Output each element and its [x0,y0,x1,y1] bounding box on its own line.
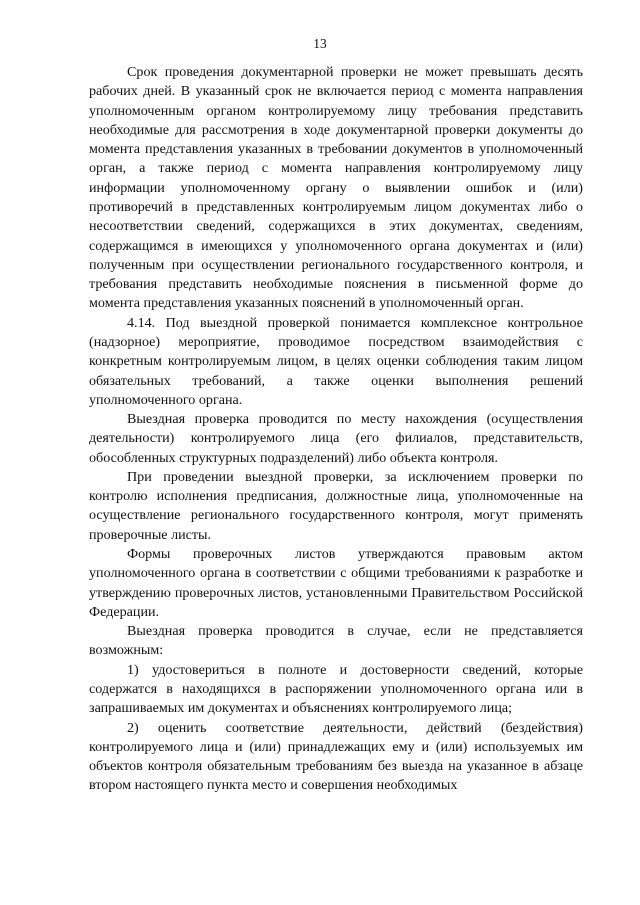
document-body [89,63,583,796]
list-item-2: 2) оценить соответствие деятельности, действий (бездействия) контролируемого лица и (или) принадлежащих ему и (или) используемых им объектов контроля обязательным требованиям без выезда на указанное в абзаце втором настоящего пункта место и совершения необходимых [89,719,583,794]
paragraph-checklist-forms: Формы проверочных листов утверждаются правовым актом уполномоченного органа в соответствии с общими требованиями к разработке и утверждению проверочных листов, установленными Правительством Российской Федерации. [89,546,583,620]
paragraph-4-14-onsite-check-definition: 4.14. Под выездной проверкой понимается комплексное контрольное (надзорное) мероприятие, проводимое посредством взаимодействия с конкретным контролируемым лицом, в целях оценки соблюдения таким лицом обязательных требований, а также оценки выполнения решений уполномоченного органа. [89,314,583,408]
page-number: 13 [313,36,327,51]
paragraph-checklists-usage: При проведении выездной проверки, за исключением проверки по контролю исполнения предписания, должностные лица, уполномоченные на осуществление регионального государственного контроля, могут применять проверочные листы. [89,468,583,543]
list-item-1: 1) удостовериться в полноте и достоверности сведений, которые содержатся в находящихся в распоряжении уполномоченного органа или в запрашиваемых им документах и объяснениях контролируемого лица; [89,661,583,717]
paragraph-onsite-check-location: Выездная проверка проводится по месту нахождения (осуществления деятельности) контролируемого лица (его филиалов, представительств, обособленных структурных подразделений) либо объекта контроля. [89,411,583,466]
paragraph-document-check-term: Срок проведения документарной проверки не может превышать десять рабочих дней. В указанный срок не включается период с момента направления уполномоченным органом контролируемому лицу требования представить необходимые для рассмотрения в ходе документарной проверки документы до момента представления указанных в требовании документов в уполномоченный орган, а также период с момента направления контролируемому лицу информации уполномоченному органу о выявлении ошибок и (или) противоречий в представленных контролируемым лицом документах либо о несоответствии сведений, содержащихся в этих документах, сведениям, содержащимся в имеющихся у уполномоченного органа документах и (или) полученным при осуществлении регионального государственного контроля, и требования представить необходимые пояснения в письменной форме до момента представления указанных пояснений в уполномоченный орган. [89,64,583,312]
paragraph-onsite-check-conditions: Выездная проверка проводится в случае, если не представляется возможным: [89,623,583,659]
